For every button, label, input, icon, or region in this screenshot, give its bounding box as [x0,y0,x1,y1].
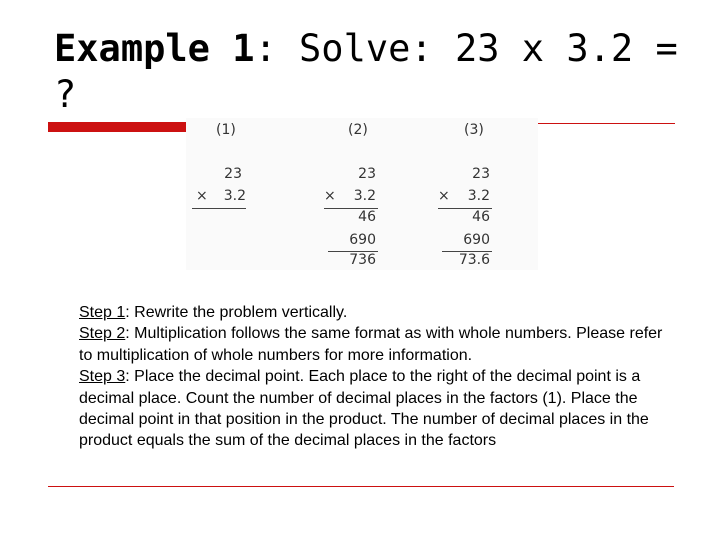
bottom-divider [48,486,674,487]
partial-product-1: 46 [472,209,490,225]
column-label: (3) [464,122,484,138]
times-sign: × [324,188,336,204]
multiplier: 3.2 [223,188,246,204]
title-accent-bar [48,122,190,132]
multiplier: 3.2 [353,188,376,204]
step-text: : Multiplication follows the same format as with whole numbers. Please refer to multiplication of whole numbers for more information. [79,325,663,364]
column-label: (1) [216,122,236,138]
times-sign: × [438,188,450,204]
step-label: Step 2 [79,325,126,343]
step-label: Step 3 [79,368,126,386]
title-problem: : Solve: 23 x 3.2 = ? [54,27,678,116]
multiplier-row [320,188,376,204]
figure-column-1 [186,118,246,270]
step-2 [79,323,679,366]
slide-title [54,26,694,118]
multiplicand: 23 [224,166,242,182]
partial-product-2: 690 [463,232,490,248]
step-text: : Place the decimal point. Each place to the right of the decimal point is a decimal place. Count the number of decimal places in the factors (1). Place the decimal point in that position in the product. The number of decimal places in the product equals the sum of the decimal places in the factors [79,368,649,450]
step-text: : Rewrite the problem vertically. [125,304,348,321]
partial-product-2: 690 [349,232,376,248]
column-label: (2) [348,122,368,138]
step-label: Step 1 [79,304,126,321]
multiplier-row [190,188,246,204]
step-1 [79,302,679,323]
multiplicand: 23 [472,166,490,182]
partial-product-1: 46 [358,209,376,225]
multiplier-row [436,188,490,204]
multiplicand: 23 [358,166,376,182]
multiplication-figure [186,118,538,270]
step-3 [79,366,679,452]
product-result: 73.6 [458,252,490,268]
title-example-label: Example 1 [54,27,255,70]
times-sign: × [196,188,208,204]
product-result: 736 [349,252,376,268]
figure-column-2 [322,118,378,270]
top-divider [538,123,675,124]
figure-column-3 [438,118,492,270]
multiplier: 3.2 [467,188,490,204]
underline-rule [192,208,246,209]
steps-text [79,302,679,452]
